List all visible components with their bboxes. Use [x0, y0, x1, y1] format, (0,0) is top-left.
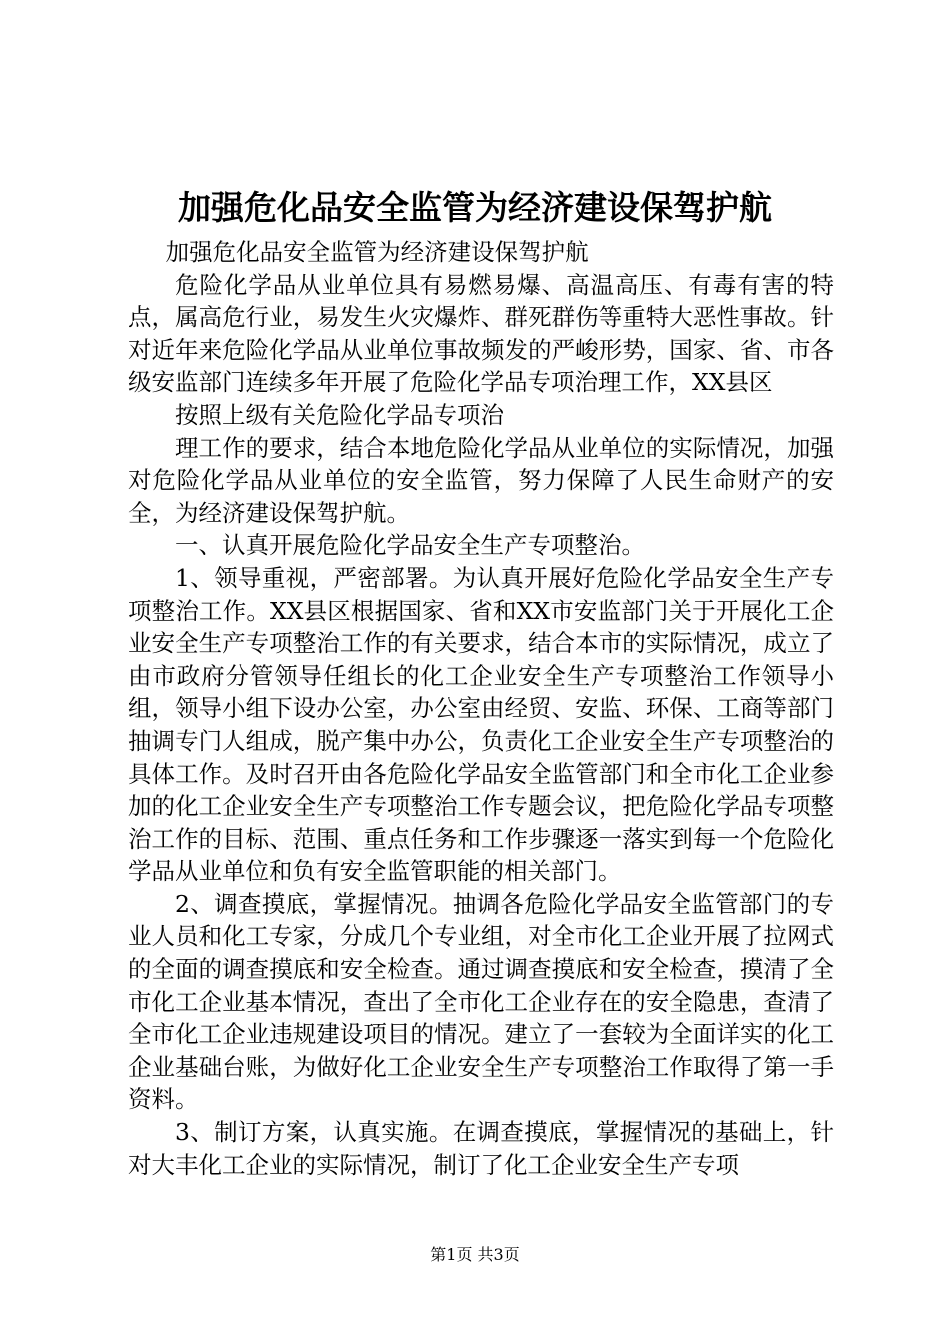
body-paragraph: 危险化学品从业单位具有易燃易爆、高温高压、有毒有害的特点，属高危行业，易发生火灾爆炸、群死群伤等重特大恶性事故。针对近年来危险化学品从业单位事故频发的严峻形势，国家、省、市各级安监部门连续多年开展了危险化学品专项治理工作，XX县区 [128, 270, 834, 397]
section-heading: 一、认真开展危险化学品安全生产专项整治。 [175, 531, 645, 560]
body-paragraph: 3、制订方案，认真实施。在调查摸底，掌握情况的基础上，针对大丰化工企业的实际情况，制订了化工企业安全生产专项 [128, 1118, 834, 1179]
page-footer: 第1页 共3页 [430, 1245, 520, 1264]
document-title: 加强危化品安全监管为经济建设保驾护航 [178, 188, 772, 227]
body-paragraph: 加强危化品安全监管为经济建设保驾护航 [165, 238, 589, 266]
body-paragraph: 1、领导重视，严密部署。为认真开展好危险化学品安全生产专项整治工作。XX县区根据国家、省和XX市安监部门关于开展化工企业安全生产专项整治工作的有关要求，结合本市的实际情况，成立了由市政府分管领导任组长的化工企业安全生产专项整治工作领导小组，领导小组下设办公室，办公室由经贸、安监、环保、工商等部门抽调专门人组成，脱产集中办公，负责化工企业安全生产专项整治的具体工作。及时召开由各危险化学品安全监管部门和全市化工企业参加的化工企业安全生产专项整治工作专题会议，把危险化学品专项整治工作的目标、范围、重点任务和工作步骤逐一落实到每一个危险化学品从业单位和负有安全监管职能的相关部门。 [128, 563, 834, 886]
body-paragraph: 理工作的要求，结合本地危险化学品从业单位的实际情况，加强对危险化学品从业单位的安全监管，努力保障了人民生命财产的安全，为经济建设保驾护航。 [128, 433, 834, 527]
body-paragraph: 按照上级有关危险化学品专项治 [175, 400, 504, 429]
document-body [128, 236, 834, 1181]
body-paragraph: 2、调查摸底，掌握情况。抽调各危险化学品安全监管部门的专业人员和化工专家，分成几个专业组，对全市化工企业开展了拉网式的全面的调查摸底和安全检查。通过调查摸底和安全检查，摸清了全市化工企业基本情况，查出了全市化工企业存在的安全隐患，查清了全市化工企业违规建设项目的情况。建立了一套较为全面详实的化工企业基础台账，为做好化工企业安全生产专项整治工作取得了第一手资料。 [128, 889, 834, 1114]
